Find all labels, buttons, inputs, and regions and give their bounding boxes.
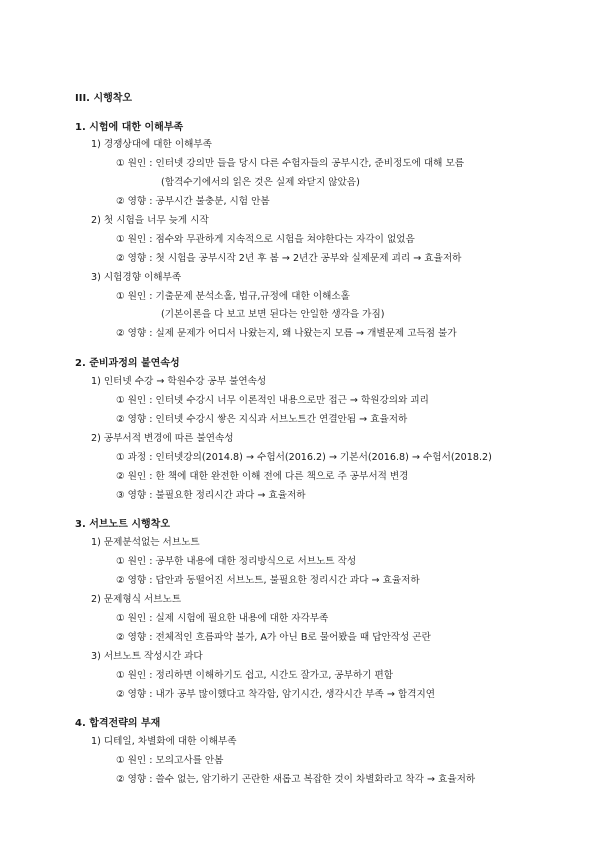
detail-line: ② 영향 : 쓸수 없는, 암기하기 곤란한 새롭고 복잡한 것이 차별화라고 착각 → 효율저하 <box>116 774 476 785</box>
detail-line: ② 영향 : 실제 문제가 어디서 나왔는지, 왜 나왔는지 모름 → 개별문제 고득점 불가 <box>116 328 457 339</box>
detail-line: ② 영향 : 답안과 동떨어진 서브노트, 불필요한 정리시간 과다 → 효율저하 <box>116 575 420 586</box>
detail-line: ① 원인 : 실제 시험에 필요한 내용에 대한 자각부족 <box>116 613 329 624</box>
detail-line: ③ 영향 : 불필요한 정리시간 과다 → 효율저하 <box>116 490 306 501</box>
subsection-title: 2) 공부서적 변경에 따른 불연속성 <box>91 433 234 444</box>
detail-line: ① 원인 : 점수와 무관하게 지속적으로 시험을 쳐야한다는 자각이 없었음 <box>116 234 415 245</box>
detail-line: ① 원인 : 기출문제 분석소홀, 법규,규정에 대한 이해소홀 <box>116 291 350 302</box>
subsection-title: 1) 문제분석없는 서브노트 <box>91 537 200 548</box>
detail-line: ① 원인 : 공부한 내용에 대한 정리방식으로 서브노트 작성 <box>116 556 357 567</box>
subsection-title: 1) 디테일, 차별화에 대한 이해부족 <box>91 736 237 747</box>
subsection-title: 2) 문제형식 서브노트 <box>91 594 182 605</box>
subsection-title: 3) 시험경향 이해부족 <box>91 272 182 283</box>
subsection-title: 2) 첫 시험을 너무 늦게 시작 <box>91 215 209 226</box>
detail-line: ② 영향 : 첫 시험을 공부시작 2년 후 봄 → 2년간 공부와 실제문제 괴리 → 효율저하 <box>116 253 462 264</box>
section-title: 1. 시험에 대한 이해부족 <box>75 122 184 133</box>
subsection-title: 3) 서브노트 작성시간 과다 <box>91 651 203 662</box>
detail-line: ② 영향 : 공부시간 불충분, 시험 안봄 <box>116 196 270 207</box>
detail-line: ① 원인 : 정리하면 이해하기도 쉽고, 시간도 잘가고, 공부하기 편함 <box>116 670 394 681</box>
detail-line: ① 원인 : 모의고사를 안봄 <box>116 755 224 766</box>
section-title: 2. 준비과정의 불연속성 <box>75 358 180 369</box>
detail-line-continued: (합격수기에서의 읽은 것은 실제 와닫지 않았음) <box>161 177 360 188</box>
detail-line: ② 영향 : 내가 공부 많이했다고 착각함, 암기시간, 생각시간 부족 → 합격지연 <box>116 689 436 700</box>
detail-line-continued: (기본이론을 다 보고 보면 된다는 안일한 생각을 가짐) <box>161 309 385 320</box>
section-title: 4. 합격전략의 부재 <box>75 718 161 729</box>
detail-line: ① 원인 : 인터넷 강의만 들을 당시 다른 수험자들의 공부시간, 준비정도에 대해 모름 <box>116 158 465 169</box>
subsection-title: 1) 경쟁상대에 대한 이해부족 <box>91 139 212 150</box>
section-title: 3. 서브노트 시행착오 <box>75 519 170 530</box>
detail-line: ① 원인 : 인터넷 수강시 너무 이론적인 내용으로만 접근 → 학원강의와 괴리 <box>116 395 429 406</box>
document-title: III. 시행착오 <box>75 93 133 104</box>
detail-line: ① 과정 : 인터넷강의(2014.8) → 수험서(2016.2) → 기본서(2016.8) → 수험서(2018.2) <box>116 452 492 463</box>
subsection-title: 1) 인터넷 수강 → 학원수강 공부 불연속성 <box>91 376 267 387</box>
detail-line: ② 영향 : 전체적인 흐름파악 불가, A가 아닌 B로 물어봤을 때 답안작성 곤란 <box>116 632 431 643</box>
detail-line: ② 원인 : 한 책에 대한 완전한 이해 전에 다른 책으로 주 공부서적 변경 <box>116 471 409 482</box>
detail-line: ② 영향 : 인터넷 수강시 쌓은 지식과 서브노트간 연결안됨 → 효율저하 <box>116 414 408 425</box>
